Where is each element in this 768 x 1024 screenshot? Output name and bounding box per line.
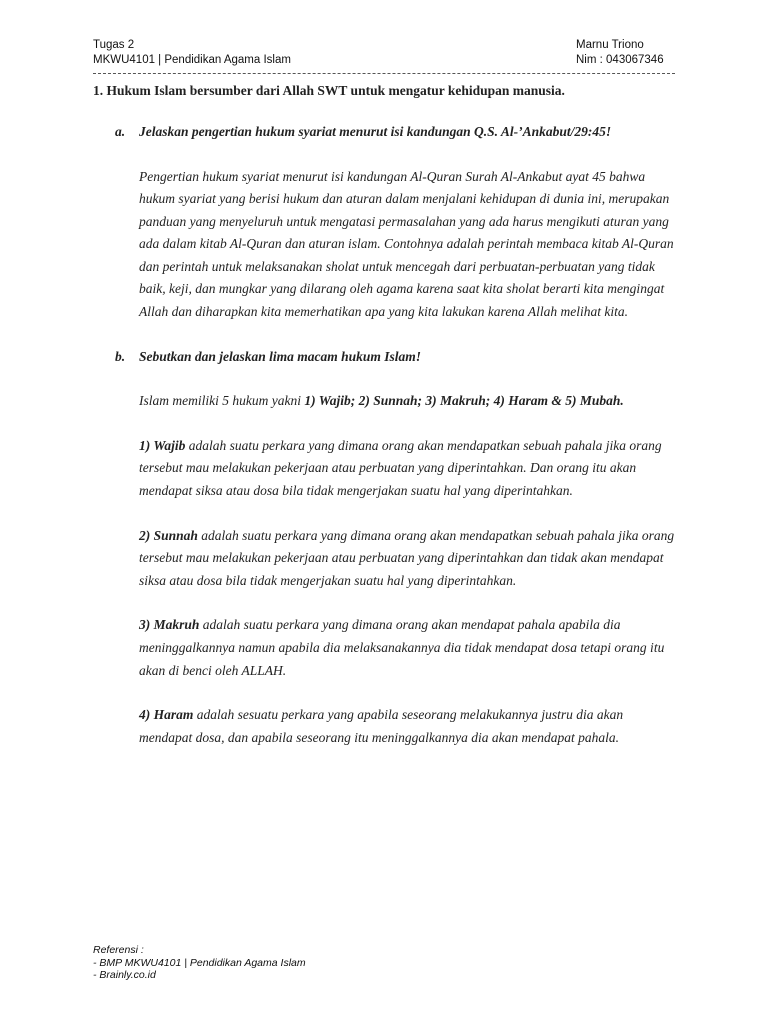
part-b-question-text: Sebutkan dan jelaskan lima macam hukum Islam! bbox=[139, 348, 422, 364]
law-term: 4) Haram bbox=[139, 707, 194, 723]
question-1-heading: 1. Hukum Islam bersumber dari Allah SWT untuk mengatur kehidupan manusia. bbox=[93, 83, 565, 98]
part-a-question bbox=[93, 121, 675, 144]
course-title: MKWU4101 | Pendidikan Agama Islam bbox=[93, 54, 291, 66]
part-b-intro-list: 1) Wajib; 2) Sunnah; 3) Makruh; 4) Haram & 5) Mubah. bbox=[304, 393, 624, 409]
part-a-answer: Pengertian hukum syariat menurut isi kandungan Al-Quran Surah Al-Ankabut ayat 45 bahwa hukum syariat yang berisi hukum dan aturan dalam menjalani kehidupan di dunia ini, merupakan panduan yang menyeluruh untuk mengatasi permasalahan yang ada harus mengikuti aturan yang ada dalam kitab Al-Quran dan aturan islam. Contohnya adalah perintah membaca kitab Al-Quran dan perintah untuk melaksanakan sholat untuk mencegah dari perbuatan-perbuatan yang tidak baik, keji, dan mungkar yang dilarang oleh agama karena saat kita sholat berarti kita mengingat Allah dan diharapkan kita memerhatikan apa yang kita lakukan karena Allah melihat kita. bbox=[139, 168, 674, 320]
header-row-2 bbox=[93, 53, 675, 68]
law-description: adalah suatu perkara yang dimana orang akan mendapat pahala apabila dia meninggalkannya namun apabila dia melaksanakannya dia tidak mendapat dosa tetapi orang itu akan di benci oleh ALLAH. bbox=[139, 617, 665, 678]
page-header bbox=[93, 38, 675, 68]
law-item-makruh bbox=[93, 614, 675, 682]
part-a-label: a. bbox=[115, 124, 126, 139]
references-title: Referensi : bbox=[93, 944, 144, 956]
part-a-question-text: Jelaskan pengertian hukum syariat menurut isi kandungan Q.S. Al-’Ankabut/29:45! bbox=[139, 124, 612, 139]
header-row-1 bbox=[93, 38, 675, 53]
part-b-intro bbox=[93, 390, 675, 413]
student-id: Nim : 043067346 bbox=[576, 54, 664, 66]
law-description: adalah suatu perkara yang dimana orang akan mendapatkan sebuah pahala jika orang tersebut mau melakukan pekerjaan atau perbuatan yang diperintahkan dan tidak akan mendapat siksa atau dosa bila tidak mengerjakan suatu hal yang diperintahkan. bbox=[139, 527, 675, 588]
header-divider bbox=[93, 73, 675, 74]
law-description: adalah suatu perkara yang dimana orang akan mendapatkan sebuah pahala jika orang tersebut mau melakukan pekerjaan atau perbuatan yang diperintahkan. Dan orang itu akan mendapat siksa atau dosa bila tidak mengerjakan suatu hal yang diperintahkan. bbox=[139, 437, 662, 498]
student-name: Marnu Triono bbox=[576, 39, 644, 51]
law-item-sunnah bbox=[93, 525, 675, 593]
assignment-title: Tugas 2 bbox=[93, 39, 135, 51]
law-term: 1) Wajib bbox=[139, 437, 186, 453]
reference-item: - BMP MKWU4101 | Pendidikan Agama Islam bbox=[93, 956, 306, 969]
document-body bbox=[93, 82, 675, 749]
law-item-wajib bbox=[93, 435, 675, 503]
part-b-label: b. bbox=[115, 348, 126, 364]
part-b-question bbox=[93, 346, 675, 369]
law-term: 3) Makruh bbox=[139, 617, 200, 633]
law-item-haram bbox=[93, 704, 675, 749]
part-b-intro-text: Islam memiliki 5 hukum yakni bbox=[139, 393, 305, 409]
law-description: adalah sesuatu perkara yang apabila seseorang melakukannya justru dia akan mendapat dosa, dan apabila seseorang itu meninggalkannya dia akan mendapat pahala. bbox=[139, 707, 624, 745]
references-footer bbox=[93, 944, 493, 982]
law-term: 2) Sunnah bbox=[139, 527, 198, 543]
reference-item: - Brainly.co.id bbox=[93, 969, 156, 981]
